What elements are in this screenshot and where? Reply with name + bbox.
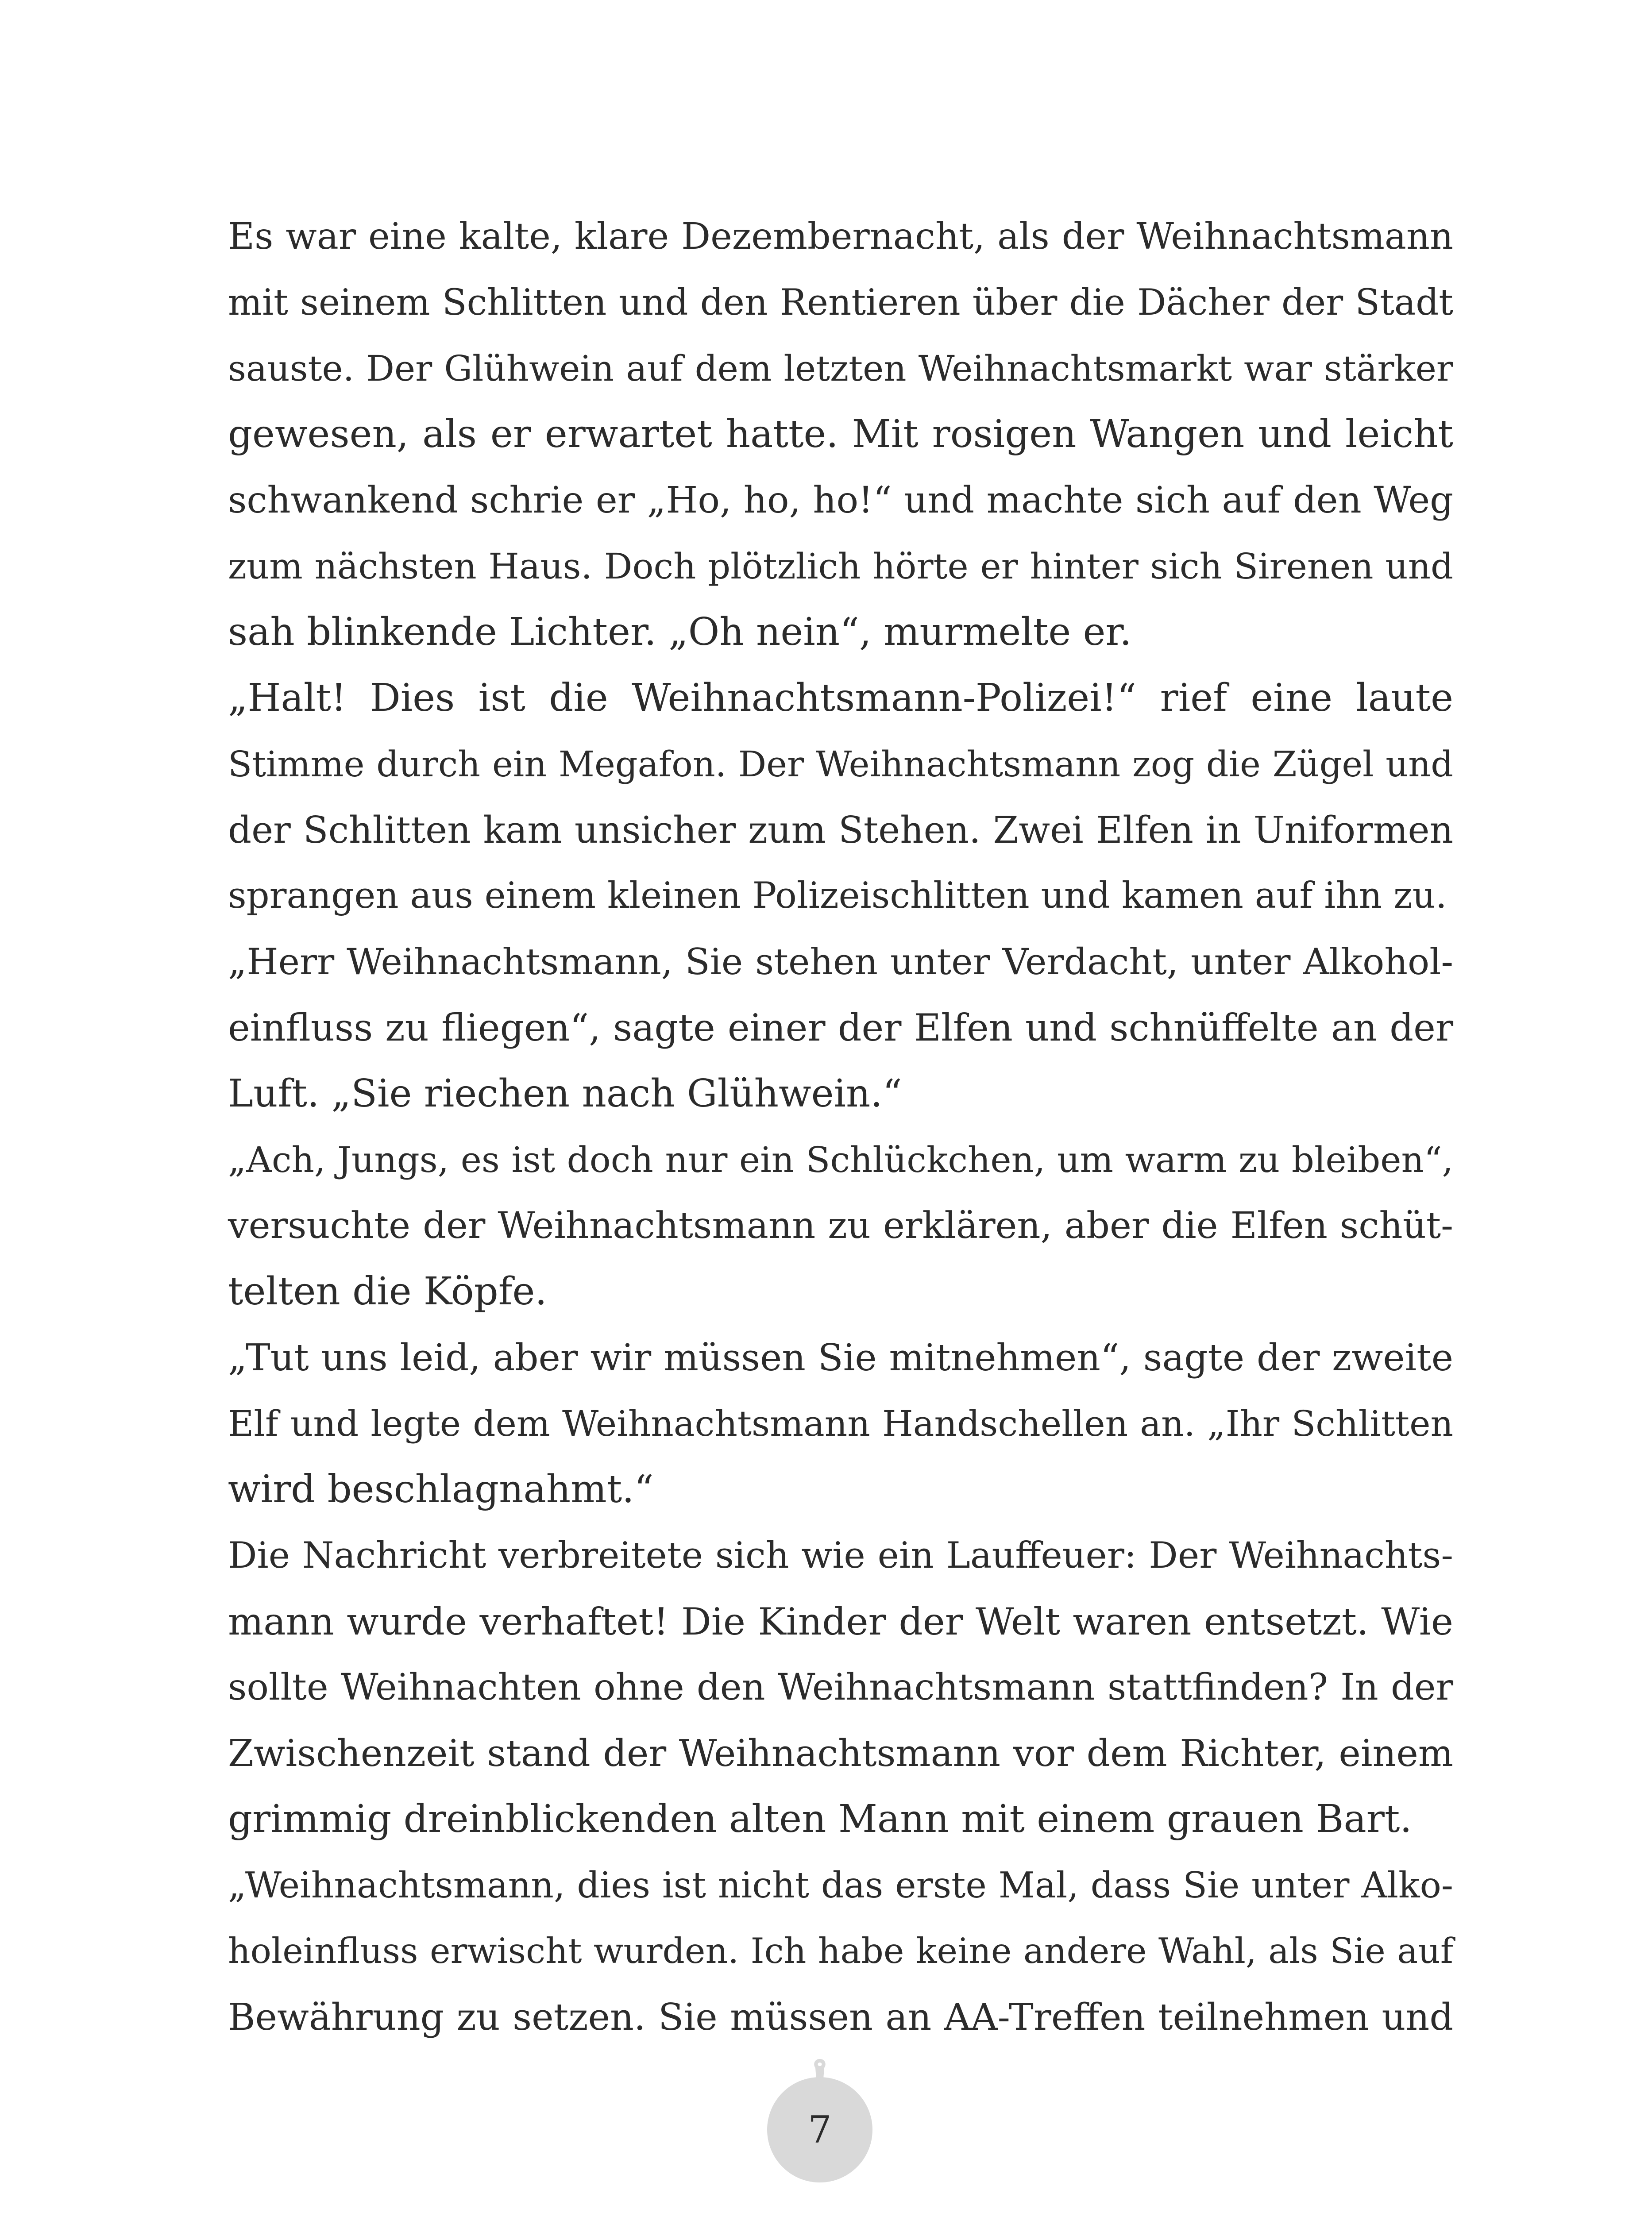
text-line: „Ach, Jungs, es ist doch nur ein Schlückchen, um warm zu bleiben“,	[228, 1139, 1453, 1180]
text-line: telten die Köpfe.	[228, 1269, 547, 1314]
paragraph	[228, 1852, 1453, 2050]
text-line: Stimme durch ein Megafon. Der Weihnachtsmann zog die Zügel und	[228, 744, 1453, 785]
page-number: 7	[808, 2108, 832, 2151]
text-line: sprangen aus einem kleinen Polizeischlitten und kamen auf ihn zu.	[228, 875, 1447, 917]
paragraph	[228, 1325, 1453, 1523]
body-text	[228, 204, 1453, 2050]
paragraph	[228, 665, 1453, 929]
text-line: wird beschlagnahmt.“	[228, 1467, 654, 1511]
paragraph	[228, 929, 1453, 1127]
text-line: „Tut uns leid, aber wir müssen Sie mitnehmen“, sagte der zweite	[228, 1336, 1453, 1379]
text-line: Elf und legte dem Weihnachtsmann Handschellen an. „Ihr Schlitten	[228, 1403, 1453, 1444]
text-line: Bewährung zu setzen. Sie müssen an AA-Treffen teilnehmen und	[228, 1995, 1453, 2039]
text-line: schwankend schrie er „Ho, ho, ho!“ und machte sich auf den Weg	[228, 479, 1453, 521]
text-line: sollte Weihnachten ohne den Weihnachtsmann stattfinden? In der	[228, 1666, 1453, 1708]
text-line: grimmig dreinblickenden alten Mann mit einem grauen Bart.	[228, 1797, 1412, 1841]
text-line: versuchte der Weihnachtsmann zu erklären, aber die Elfen schüt-	[228, 1204, 1453, 1247]
paragraph	[228, 1127, 1453, 1325]
text-line: Die Nachricht verbreitete sich wie ein Lauffeuer: Der Weihnachts-	[228, 1534, 1453, 1577]
text-line: sauste. Der Glühwein auf dem letzten Weihnachtsmarkt war stärker	[228, 348, 1453, 389]
text-line: zum nächsten Haus. Doch plötzlich hörte er hinter sich Sirenen und	[228, 546, 1453, 587]
text-line: „Herr Weihnachtsmann, Sie stehen unter Verdacht, unter Alkohol-	[228, 941, 1453, 983]
christmas-ornament-icon	[767, 2077, 872, 2182]
text-line: holeinfluss erwischt wurden. Ich habe keine andere Wahl, als Sie auf	[228, 1931, 1453, 1971]
text-line: Luft. „Sie riechen nach Glühwein.“	[228, 1072, 902, 1116]
text-line: mit seinem Schlitten und den Rentieren über die Dächer der Stadt	[228, 281, 1453, 324]
text-line: der Schlitten kam unsicher zum Stehen. Zwei Elfen in Uniformen	[228, 809, 1453, 852]
text-line: sah blinkende Lichter. „Oh nein“, murmelte er.	[228, 610, 1132, 654]
text-line: gewesen, als er erwartet hatte. Mit rosigen Wangen und leicht	[228, 412, 1453, 456]
paragraph	[228, 1523, 1453, 1852]
paragraph	[228, 204, 1453, 665]
text-line: mann wurde verhaftet! Die Kinder der Welt waren entsetzt. Wie	[228, 1600, 1453, 1643]
text-line: „Halt! Dies ist die Weihnachtsmann-Polizei!“ rief eine laute	[228, 676, 1453, 720]
text-line: Zwischenzeit stand der Weihnachtsmann vor dem Richter, einem	[228, 1731, 1453, 1775]
text-line: einfluss zu fliegen“, sagte einer der Elfen und schnüffelte an der	[228, 1006, 1453, 1049]
text-line: Es war eine kalte, klare Dezembernacht, als der Weihnachtsmann	[228, 216, 1453, 258]
text-line: „Weihnachtsmann, dies ist nicht das erste Mal, dass Sie unter Alko-	[228, 1865, 1453, 1906]
